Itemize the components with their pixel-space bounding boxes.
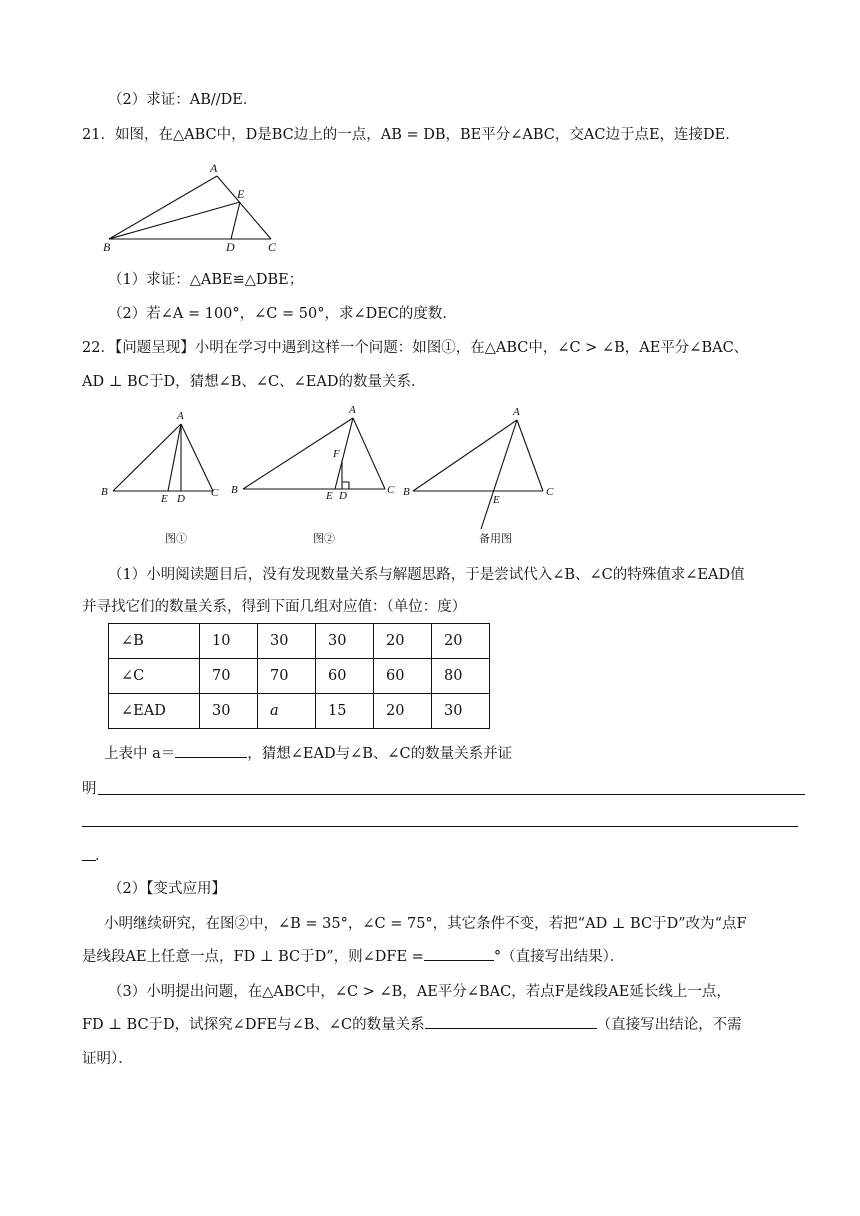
values-table [108, 623, 490, 729]
q22-part3-line2 [82, 1015, 742, 1035]
table-cell: 30 [432, 694, 490, 729]
answer-line-a [104, 744, 512, 764]
proof-blank-line-3[interactable] [82, 860, 96, 861]
table-cell: 70 [200, 659, 258, 694]
fig1-label-C: C [211, 487, 219, 499]
row-label: ∠B [109, 624, 200, 659]
table-cell: 20 [374, 694, 432, 729]
table-cell: 60 [374, 659, 432, 694]
fig2-label-D: D [339, 490, 347, 502]
fig1-label-D: D [177, 493, 185, 505]
label-C: C [268, 240, 277, 253]
table-cell: 30 [316, 624, 374, 659]
row-label: ∠C [109, 659, 200, 694]
table-row [109, 624, 490, 659]
fig2-label-C: C [387, 484, 395, 496]
fig3-caption: 备用图 [479, 533, 512, 545]
fig1-label-B: B [101, 486, 108, 498]
label-A: A [210, 161, 218, 175]
q22-stem-line2: AD ⊥ BC于D，猜想∠B、∠C、∠EAD的数量关系． [82, 374, 426, 390]
table-row [109, 659, 490, 694]
table-cell: 60 [316, 659, 374, 694]
part3-suffix: （直接写出结论，不需 [596, 1017, 742, 1033]
table-row [109, 694, 490, 729]
fig2-label-B: B [231, 484, 238, 496]
fig1-label-E: E [161, 493, 168, 505]
blank-dfe[interactable] [424, 960, 494, 961]
part3-text: FD ⊥ BC于D，试探究∠DFE与∠B、∠C的数量关系 [82, 1017, 425, 1033]
table-cell: 10 [200, 624, 258, 659]
fig2-caption: 图② [313, 533, 335, 545]
q22-part1-line2: 并寻找它们的数量关系，得到下面几组对应值：（单位：度） [82, 599, 467, 615]
label-E: E [237, 187, 245, 201]
fig3-label-B: B [403, 486, 410, 498]
fig2-label-A: A [349, 404, 356, 416]
table-cell: 80 [432, 659, 490, 694]
q22-part2-line1: 小明继续研究，在图②中，∠B = 35°，∠C = 75°，其它条件不变，若把“AD ⊥ BC于D”改为“点F [104, 916, 747, 932]
q22-stem-line1: 22．【问题呈现】小明在学习中遇到这样一个问题：如图①，在△ABC中，∠C > ∠B，AE平分∠BAC、 [82, 340, 749, 356]
dfe-suffix: °（直接写出结果）． [493, 949, 625, 965]
q20-part2: （2）求证：AB//DE． [108, 92, 258, 108]
fig3-label-E: E [493, 494, 500, 506]
period: ． [95, 848, 110, 864]
blank-a[interactable] [175, 757, 247, 758]
fig1-caption: 图① [165, 533, 187, 545]
proof-word: 明 [82, 781, 97, 797]
table-cell: 70 [258, 659, 316, 694]
q22-part3-line3: 证明）． [82, 1051, 133, 1067]
table-cell: 20 [374, 624, 432, 659]
blank-relation[interactable] [425, 1028, 597, 1029]
figure-q21 [95, 158, 295, 253]
label-B: B [103, 240, 111, 253]
conjecture-text: ，猜想∠EAD与∠B、∠C的数量关系并证 [247, 746, 513, 762]
fig1-label-A: A [177, 410, 184, 422]
q22-part3-line1: （3）小明提出问题，在△ABC中，∠C > ∠B，AE平分∠BAC，若点F是线段AE延长线上一点， [108, 984, 731, 1000]
fig2-label-E: E [326, 490, 333, 502]
q22-part2-header: （2）【变式应用】 [108, 881, 226, 897]
q21-part2: （2）若∠A = 100°，∠C = 50°，求∠DEC的度数． [108, 306, 457, 322]
proof-blank-line-2[interactable] [82, 826, 798, 827]
q21-part1: （1）求证：△ABE≌△DBE； [108, 272, 304, 288]
figure-q22-set [95, 400, 575, 550]
q21-stem: 21．如图，在△ABC中，D是BC边上的一点，AB = DB，BE平分∠ABC，交AC边于点E，连接DE． [82, 127, 740, 143]
proof-blank-line-1[interactable] [98, 794, 805, 795]
table-cell: a [258, 694, 316, 729]
fig2-label-F: F [333, 448, 340, 460]
table-cell: 30 [258, 624, 316, 659]
table-cell: 30 [200, 694, 258, 729]
q22-part1-line1: （1）小明阅读题目后，没有发现数量关系与解题思路，于是尝试代入∠B、∠C的特殊值求∠EAD值 [108, 567, 745, 583]
label-D: D [226, 240, 235, 253]
table-cell: 15 [316, 694, 374, 729]
row-label: ∠EAD [109, 694, 200, 729]
label-a-equals: 上表中 a＝ [104, 746, 176, 762]
dfe-label: 是线段AE上任意一点，FD ⊥ BC于D”，则∠DFE = [82, 949, 424, 965]
fig3-label-C: C [546, 486, 554, 498]
q22-part2-line2 [82, 947, 624, 967]
table-cell: 20 [432, 624, 490, 659]
fig3-label-A: A [513, 406, 520, 418]
